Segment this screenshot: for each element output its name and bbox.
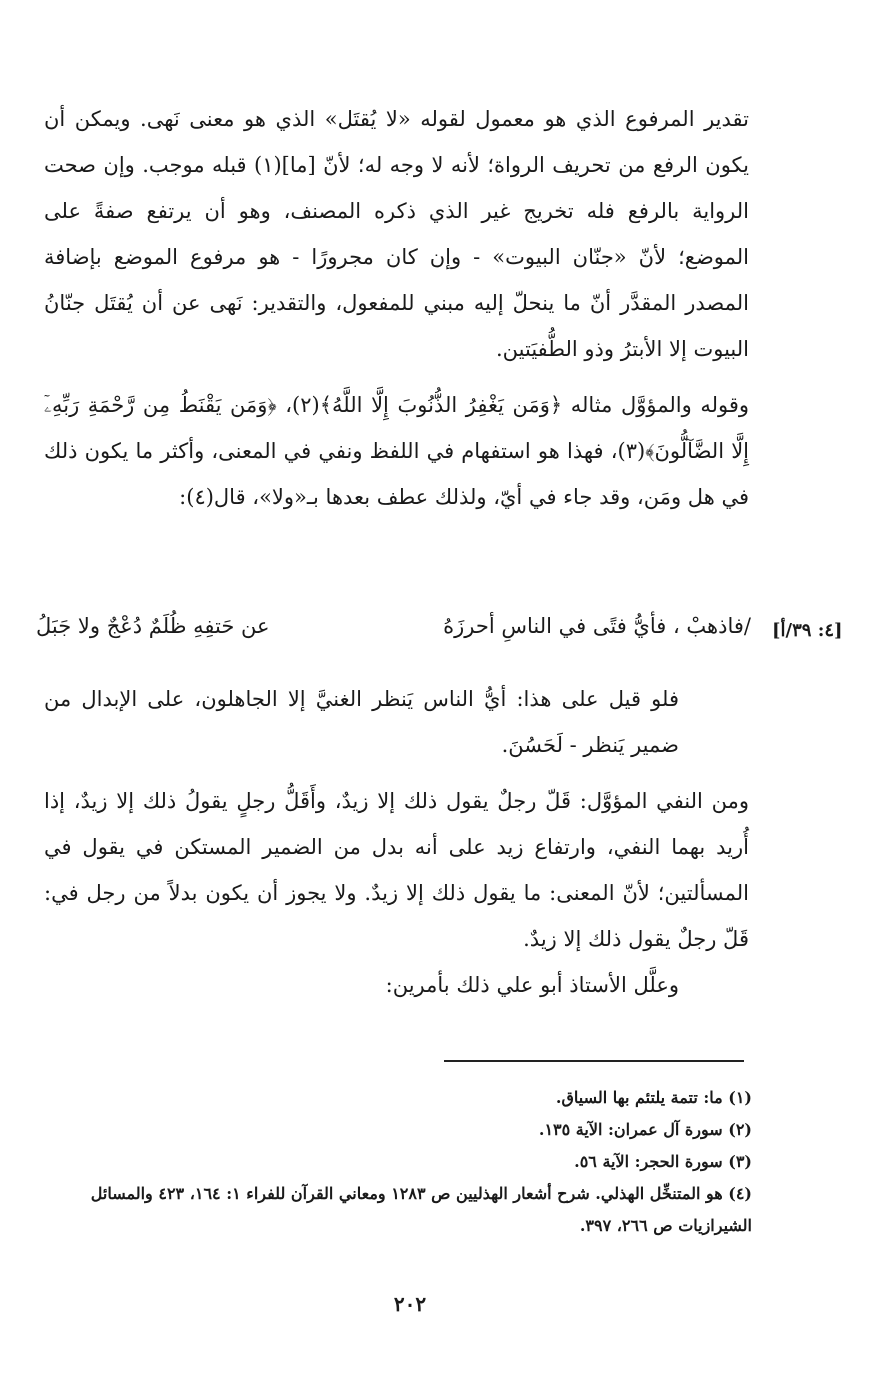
paragraph-3: فلو قيل على هذا: أيُّ الناس يَنظر الغنيَّ إلا الجاهلون، على الإبدال من ضمير يَنظر - لَحَسُنَ.: [44, 687, 679, 757]
footnote-1: (١) ما: تتمة يلتئم بها السياق.: [555, 1088, 752, 1107]
verse-hemistich-first: /فاذهبْ ، فأيُّ فتًى في الناسِ أحرزَهُ: [443, 614, 751, 638]
verse-hemistich-second: عن حَتفِهِ ظُلَمٌ دُعْجٌ ولا جَبَلُ: [36, 614, 270, 638]
continuation-text-block: [44, 676, 749, 1008]
poetry-verse: [36, 614, 751, 654]
paragraph-2: وقوله والمؤوَّل مثاله ﴿وَمَن يَغْفِرُ الذُّنُوبَ إِلَّا اللَّهُ﴾(٢)، ﴿وَمَن يَقْنَطُ مِن رَّحْمَةِ رَبِّهِۦٓ إِلَّا الضَّآلُّونَ﴾(٣)، فهذا هو استفهام في اللفظ ونفي في المعنى، وأكثر ما يكون ذلك في هل ومَن، وقد جاء في أيّ، ولذلك عطف بعدها بـ«ولا»، قال(٤):: [44, 393, 750, 509]
footnotes: [30, 1082, 752, 1242]
footnote-4: (٤) هو المتنخِّل الهذلي. شرح أشعار الهذليين ص ١٢٨٣ ومعاني القرآن للفراء ١: ١٦٤، ٤٢٣ والمسائل الشيرازيات ص ٢٦٦، ٣٩٧.: [90, 1184, 752, 1235]
footnote-3: (٣) سورة الحجر: الآية ٥٦.: [574, 1152, 752, 1171]
footnote-2: (٢) سورة آل عمران: الآية ١٣٥.: [538, 1120, 752, 1139]
page-number: ٢٠٢: [393, 1292, 427, 1316]
main-text-block: [44, 96, 749, 520]
paragraph-5: وعلَّل الأستاذ أبو علي ذلك بأمرين:: [385, 973, 679, 997]
paragraph-1: تقدير المرفوع الذي هو معمول لقوله «لا يُقتَل» الذي هو معنى نَهى. ويمكن أن يكون الرفع من تحريف الرواة؛ لأنه لا وجه له؛ لأنّ [ما](١) قبله موجب. وإن صحت الرواية بالرفع فله تخريج غير الذي ذكره المصنف، وهو أن يرتفع صفةً على الموضع؛ لأنّ «جنّان البيوت» - وإن كان مجرورًا - هو مرفوع الموضع بإضافة المصدر المقدَّر أنّ ما ينحلّ إليه مبني للمفعول، والتقدير: نَهى عن أن يُقتَل جنّانُ البيوت إلا الأبترُ وذو الطُّفيَتين.: [44, 107, 749, 361]
paragraph-4: ومن النفي المؤوَّل: قَلّ رجلٌ يقول ذلك إلا زيدٌ، وأَقَلُّ رجلٍ يقولُ ذلك إلا زيدٌ، إذا أُريد بهما النفي، وارتفاع زيد على أنه بدل من الضمير المستكن في يقول في المسألتين؛ لأنّ المعنى: ما يقول ذلك إلا زيدٌ. ولا يجوز أن يكون بدلاً من رجل في: قَلّ رجلٌ يقول ذلك إلا زيدٌ.: [44, 789, 749, 951]
footnote-separator: [444, 1060, 744, 1062]
manuscript-folio-reference: [٤: ٣٩/أ]: [772, 620, 843, 641]
